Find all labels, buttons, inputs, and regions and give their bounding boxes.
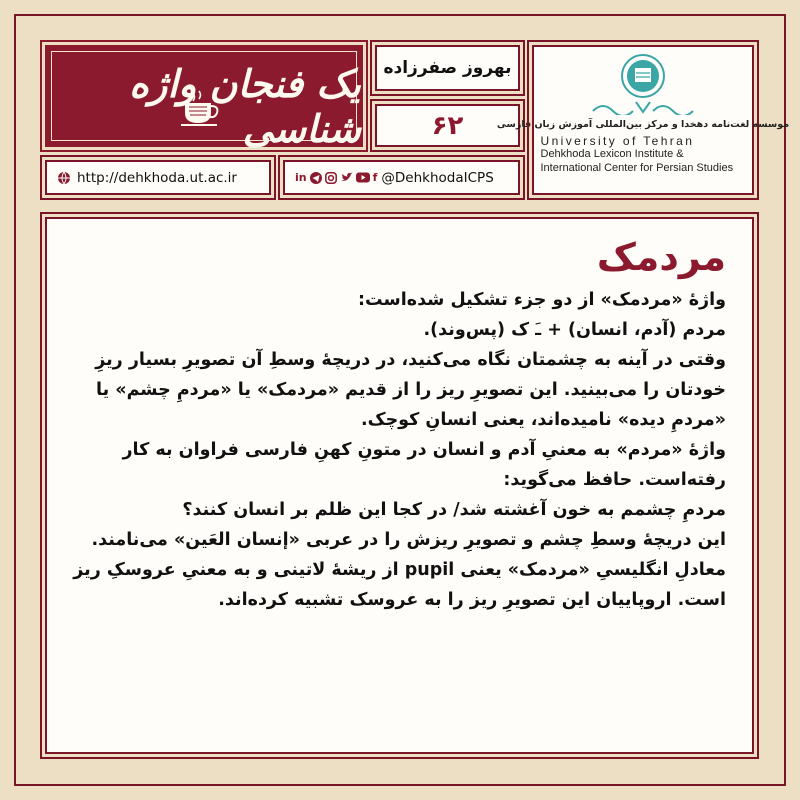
globe-icon [57, 171, 71, 185]
issue-number: ۶۲ [375, 104, 520, 147]
university-en-line2: Dehkhoda Lexicon Institute & [540, 148, 684, 161]
university-panel [496, 45, 790, 195]
twitter-icon[interactable] [340, 172, 353, 183]
youtube-icon[interactable] [356, 172, 370, 183]
linkedin-icon[interactable]: in [295, 171, 307, 184]
social-links [283, 160, 520, 195]
article-panel [45, 217, 754, 754]
article-title: مردمک [596, 235, 726, 279]
facebook-icon[interactable]: f [372, 171, 378, 184]
website-link[interactable] [45, 160, 271, 195]
university-persian-name: موسسه لغت‌نامه دهخدا و مرکز بین‌المللی آموزش زبان فارسی [496, 119, 790, 130]
university-en-line1: University of Tehran [540, 134, 695, 148]
social-handle[interactable]: @DehkhodaICPS [381, 169, 494, 186]
poem-line: مردمِ چشمم به خون آغشته شد/ در کجا این ظلم بر انسان کنند؟ [182, 499, 726, 520]
article-paragraph: این دریچۀ وسطِ چشم و تصویرِ ریزش را در عربی «إنسان العَین» می‌نامند. [91, 529, 726, 550]
logo-banner [45, 45, 363, 151]
instagram-icon[interactable] [325, 172, 337, 184]
university-en-line3: International Center for Persian Studies [540, 161, 734, 174]
article-paragraph: معادلِ انگلیسیِ «مردمک» یعنی pupil از ریشۀ لاتینی و به معنیِ عروسکِ ریز است. اروپاییان این تصویرِ ریز را به عروسک تشبیه کرده‌اند. [73, 559, 726, 610]
university-ornament-icon [588, 99, 698, 115]
author-name: بهروز صفرزاده [375, 45, 520, 91]
article-paragraph: واژۀ «مردم» به معنیِ آدم و انسان در متونِ کهنِ فارسی فراوان به کار رفته‌است. حافظ می‌گوید: [122, 439, 726, 490]
university-english-name [541, 134, 746, 175]
article-paragraph: واژۀ «مردمک» از دو جزء تشکیل شده‌است: [358, 289, 726, 310]
logo-title: یک فنجان واژه شناسی [129, 61, 361, 151]
website-url[interactable]: http://dehkhoda.ut.ac.ir [77, 169, 237, 186]
article-paragraph: مردم (آدم، انسان) + ـَ ک (پس‌وند). [423, 319, 726, 340]
article-paragraph: وقتی در آینه به چشمتان نگاه می‌کنید، در دریچۀ وسطِ آن تصویرِ بسیار ریزِ خودتان را می‌بینید. این تصویرِ ریز را از قدیم «مردمک» یا «مردمِ چشم» یا «مردمِ دیده» نامیده‌اند، یعنی انسانِ کوچک. [95, 349, 726, 430]
university-seal-icon [620, 53, 666, 99]
telegram-icon[interactable] [310, 172, 322, 184]
